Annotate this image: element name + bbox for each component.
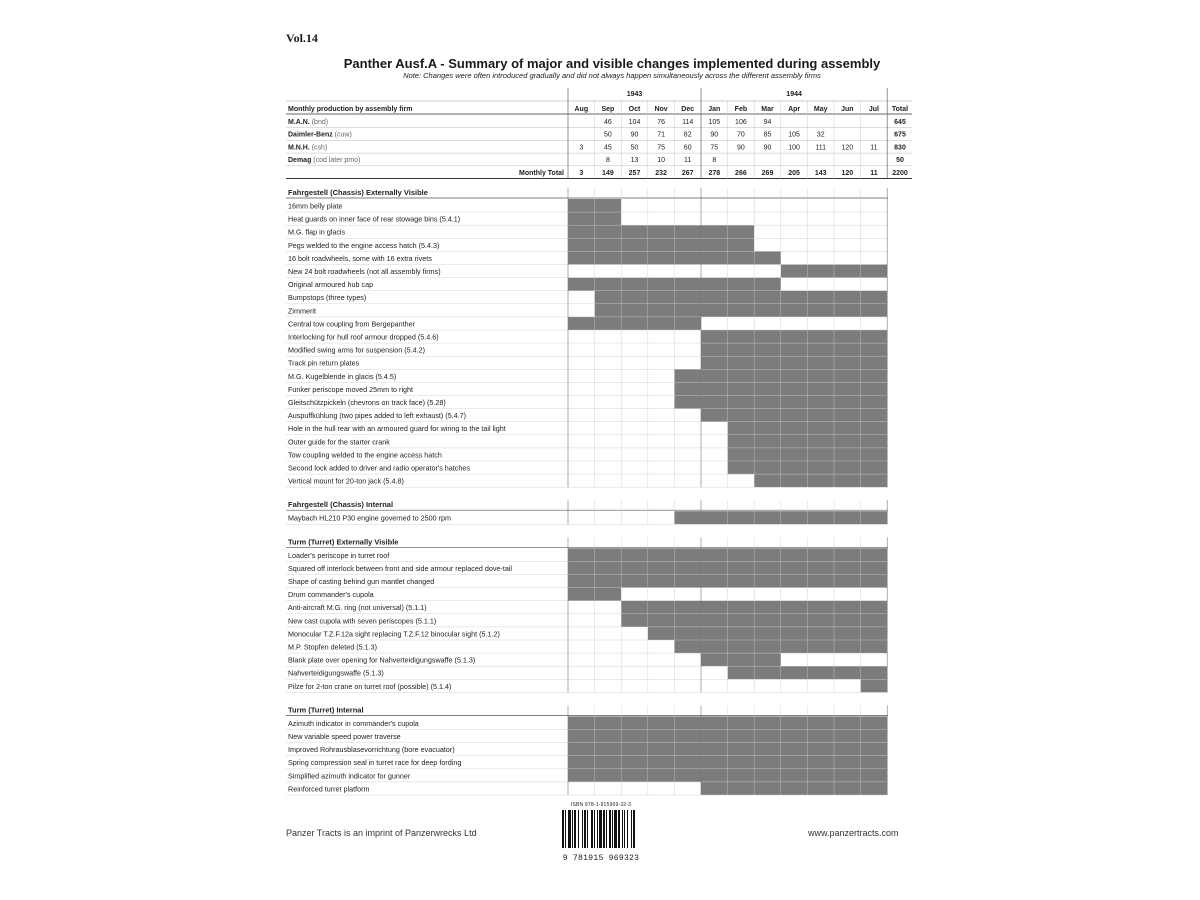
production-value: 75 xyxy=(657,144,665,152)
grand-total: 2200 xyxy=(892,169,908,177)
monthly-total-value: 120 xyxy=(841,169,854,177)
change-bar xyxy=(701,356,887,369)
production-value: 8 xyxy=(712,157,717,165)
total-header: Total xyxy=(891,106,909,113)
monthly-total-value: 267 xyxy=(681,169,694,177)
change-label: New cast cupola with seven periscopes (5.1.1) xyxy=(288,616,437,626)
barcode-bar xyxy=(612,810,613,848)
barcode-bar xyxy=(587,810,588,848)
monthly-total-value: 11 xyxy=(870,169,878,177)
production-value: 8 xyxy=(605,157,610,165)
production-value: 32 xyxy=(816,131,825,139)
year-label: 1943 xyxy=(626,91,643,98)
change-label: New variable speed power traverse xyxy=(288,732,401,741)
production-value: 100 xyxy=(788,144,800,152)
production-value: 11 xyxy=(870,144,878,152)
month-header: Oct xyxy=(628,106,641,113)
change-bar xyxy=(648,627,887,640)
change-label: Anti-aircraft M.G. ring (not universal) (5.1.1) xyxy=(288,603,427,613)
month-header: Jul xyxy=(868,106,879,113)
barcode-bar xyxy=(614,810,617,848)
change-label: Funker periscope moved 25mm to right xyxy=(288,384,414,394)
barcode-bar xyxy=(594,810,595,848)
barcode-bar xyxy=(582,810,583,848)
change-label: Zimmerit xyxy=(288,306,316,316)
month-header: Jun xyxy=(841,106,854,113)
change-label: Outer guide for the starter crank xyxy=(288,437,390,447)
change-bar xyxy=(595,291,888,304)
firm-name: Daimler-Benz (cuw) xyxy=(288,131,352,139)
barcode-bar xyxy=(597,810,598,848)
imprint-text: Panzer Tracts is an imprint of Panzerwrecks Ltd xyxy=(286,828,477,838)
change-label: Modified swing arms for suspension (5.4.2) xyxy=(288,345,426,355)
change-label: Shape of casting behind gun mantlet changed xyxy=(288,577,435,586)
monthly-total-value: 232 xyxy=(655,169,667,177)
production-value: 82 xyxy=(683,131,692,139)
change-label: Monocular T.Z.F.12a sight replacing T.Z.F.12 binocular sight (5.1.2) xyxy=(288,629,500,639)
section-title: Fahrgestell (Chassis) Externally Visible xyxy=(288,188,428,197)
production-value: 105 xyxy=(708,119,721,126)
change-label: M.G. Kugelblende in glacis (5.4.5) xyxy=(288,371,397,381)
production-value: 105 xyxy=(788,131,800,139)
isbn-text: ISBN 978-1-915969-32-3 xyxy=(570,802,632,808)
production-value: 90 xyxy=(630,131,639,139)
page-note: Note: Changes were often introduced gradually and did not always happen simultaneously across the different assembly firms xyxy=(403,71,821,80)
barcode-bar xyxy=(591,810,593,848)
change-label: Bumpstops (three types) xyxy=(288,293,367,303)
change-bar xyxy=(568,225,754,238)
change-label: Vertical mount for 20-ton jack (5.4.8) xyxy=(288,476,404,486)
change-label: M.G. flap in glacis xyxy=(288,227,346,237)
production-value: 104 xyxy=(628,119,641,126)
section-title: Fahrgestell (Chassis) Internal xyxy=(288,500,394,510)
change-label: Tow coupling welded to the engine access hatch xyxy=(288,450,442,460)
firm-total: 675 xyxy=(894,131,906,139)
change-label: Azimuth indicator in commander's cupola xyxy=(288,718,419,728)
monthly-total-value: 257 xyxy=(628,169,641,177)
change-label: Pilze for 2-ton crane on turret roof (possible) (5.1.4) xyxy=(288,681,452,691)
month-header: Aug xyxy=(574,106,589,113)
barcode-bar xyxy=(565,810,566,848)
change-label: Improved Rohrausblasevorrichtung (bore evacuator) xyxy=(288,745,455,755)
barcode-bar xyxy=(603,810,605,848)
change-label: Squared off interlock between front and side armour replaced dove-tail xyxy=(288,563,513,573)
barcode-icon xyxy=(560,810,642,848)
change-bar xyxy=(568,317,701,330)
change-label: 16 bolt roadwheels, some with 16 extra rivets xyxy=(288,253,432,263)
monthly-total-value: 205 xyxy=(788,169,800,177)
production-value: 90 xyxy=(710,131,719,139)
change-label: Pegs welded to the engine access hatch (5.4.3) xyxy=(288,240,440,250)
production-value: 75 xyxy=(710,144,719,152)
barcode-bar xyxy=(627,810,628,848)
change-bar xyxy=(701,782,887,795)
change-label: Gleitschützpickeln (chevrons on track face) (5.28) xyxy=(288,398,446,407)
change-bar xyxy=(701,330,887,343)
change-label: Drum commander's cupola xyxy=(288,590,374,600)
change-label: Spring compression seal in turret race for deep fording xyxy=(288,758,462,768)
production-value: 114 xyxy=(682,119,694,126)
production-value: 10 xyxy=(657,157,665,165)
firm-total: 830 xyxy=(894,144,906,152)
change-label: Loader's periscope in turret roof xyxy=(288,550,390,560)
barcode-bar xyxy=(622,810,623,848)
year-label: 1944 xyxy=(786,91,802,98)
production-value: 71 xyxy=(657,131,665,139)
barcode-bar xyxy=(562,810,564,848)
section-title: Turm (Turret) Internal xyxy=(288,705,364,715)
section-title: Turm (Turret) Externally Visible xyxy=(288,537,399,547)
change-bar xyxy=(754,474,887,487)
change-label: Blank plate over opening for Nahverteidigungswaffe (5.1.3) xyxy=(288,655,476,665)
change-bar xyxy=(701,409,887,422)
month-header: Nov xyxy=(654,106,668,113)
barcode-bar xyxy=(631,810,632,848)
change-label: Auspuffkühlung (two pipes added to left exhaust) (5.4.7) xyxy=(288,411,467,421)
production-value: 50 xyxy=(630,144,639,152)
change-label: M.P. Stopfen deleted (5.1.3) xyxy=(288,642,377,652)
change-bar xyxy=(861,679,888,692)
change-bar xyxy=(701,343,887,356)
month-header: Dec xyxy=(681,106,695,113)
barcode-bar xyxy=(584,810,586,848)
change-label: 16mm belly plate xyxy=(288,201,343,211)
volume-label: Vol.14 xyxy=(286,31,318,45)
production-value: 60 xyxy=(683,144,692,152)
firm-name: M.A.N. (bnd) xyxy=(288,119,329,126)
monthly-total-value: 269 xyxy=(761,169,774,177)
change-label: Heat guards on inner face of rear stowage bins (5.4.1) xyxy=(288,214,461,224)
monthly-total-value: 149 xyxy=(602,169,614,177)
production-value: 85 xyxy=(763,131,772,139)
page-title: Panther Ausf.A - Summary of major and visible changes implemented during assembly xyxy=(343,56,881,71)
change-label: Hole in the hull rear with an armoured guard for wiring to the tail light xyxy=(288,424,506,434)
production-value: 11 xyxy=(684,157,692,165)
firm-name: M.N.H. (csh) xyxy=(288,144,328,152)
monthly-total-value: 266 xyxy=(735,169,747,177)
month-header: Sep xyxy=(601,106,615,113)
production-row-header: Monthly production by assembly firm xyxy=(288,106,413,113)
barcode-number: 9 781915 969323 xyxy=(562,854,640,863)
barcode-bar xyxy=(633,810,635,848)
monthly-total-value: 3 xyxy=(579,169,584,177)
barcode-bar xyxy=(599,810,602,848)
change-label: Simplified azimuth indicator for gunner xyxy=(288,771,411,781)
change-label: Central tow coupling from Bergepanther xyxy=(288,319,416,329)
firm-total: 645 xyxy=(894,119,906,126)
production-value: 76 xyxy=(657,119,665,126)
month-header: Jan xyxy=(708,106,721,113)
firm-total: 50 xyxy=(896,157,904,165)
production-value: 50 xyxy=(604,131,612,139)
month-header: Feb xyxy=(734,106,748,113)
isbn-barcode xyxy=(560,802,642,863)
barcode-bar xyxy=(578,810,579,848)
barcode-bar xyxy=(624,810,625,848)
barcode-bar xyxy=(618,810,620,848)
production-value: 45 xyxy=(604,144,612,152)
change-bar xyxy=(568,238,754,251)
production-value: 90 xyxy=(763,144,772,152)
change-label: Track pin return plates xyxy=(288,358,360,368)
production-value: 3 xyxy=(579,144,584,152)
change-label: New 24 bolt roadwheels (not all assembly firms) xyxy=(288,267,441,276)
barcode-bar xyxy=(568,810,571,848)
production-value: 120 xyxy=(841,144,854,152)
production-value: 94 xyxy=(763,119,772,126)
change-label: Original armoured hub cap xyxy=(288,280,374,290)
monthly-total-label: Monthly Total xyxy=(519,169,564,177)
barcode-bar xyxy=(572,810,573,848)
monthly-total-value: 143 xyxy=(814,169,827,177)
change-label: Second lock added to driver and radio operator's hatches xyxy=(288,463,470,473)
change-bar xyxy=(595,304,888,317)
change-bar xyxy=(701,653,781,666)
barcode-bar xyxy=(609,810,611,848)
production-value: 90 xyxy=(737,144,745,152)
production-value: 106 xyxy=(735,119,747,126)
change-label: Reinforced turret platform xyxy=(288,784,370,794)
barcode-bar xyxy=(606,810,607,848)
firm-name: Demag (cod later pmo) xyxy=(288,157,361,165)
website-link[interactable]: www.panzertracts.com xyxy=(808,828,899,838)
production-value: 13 xyxy=(630,157,639,165)
month-header: May xyxy=(813,106,828,113)
month-header: Apr xyxy=(788,106,801,113)
production-value: 46 xyxy=(604,119,612,126)
production-value: 111 xyxy=(815,144,827,152)
barcode-bar xyxy=(574,810,576,848)
month-header: Mar xyxy=(761,106,774,113)
monthly-total-value: 278 xyxy=(708,169,721,177)
change-label: Interlocking for hull roof armour dropped (5.4.6) xyxy=(288,332,439,342)
production-value: 70 xyxy=(737,131,745,139)
change-label: Maybach HL210 P30 engine governed to 2500 rpm xyxy=(288,513,452,523)
change-label: Nahverteidigungswaffe (5.1.3) xyxy=(288,668,384,678)
